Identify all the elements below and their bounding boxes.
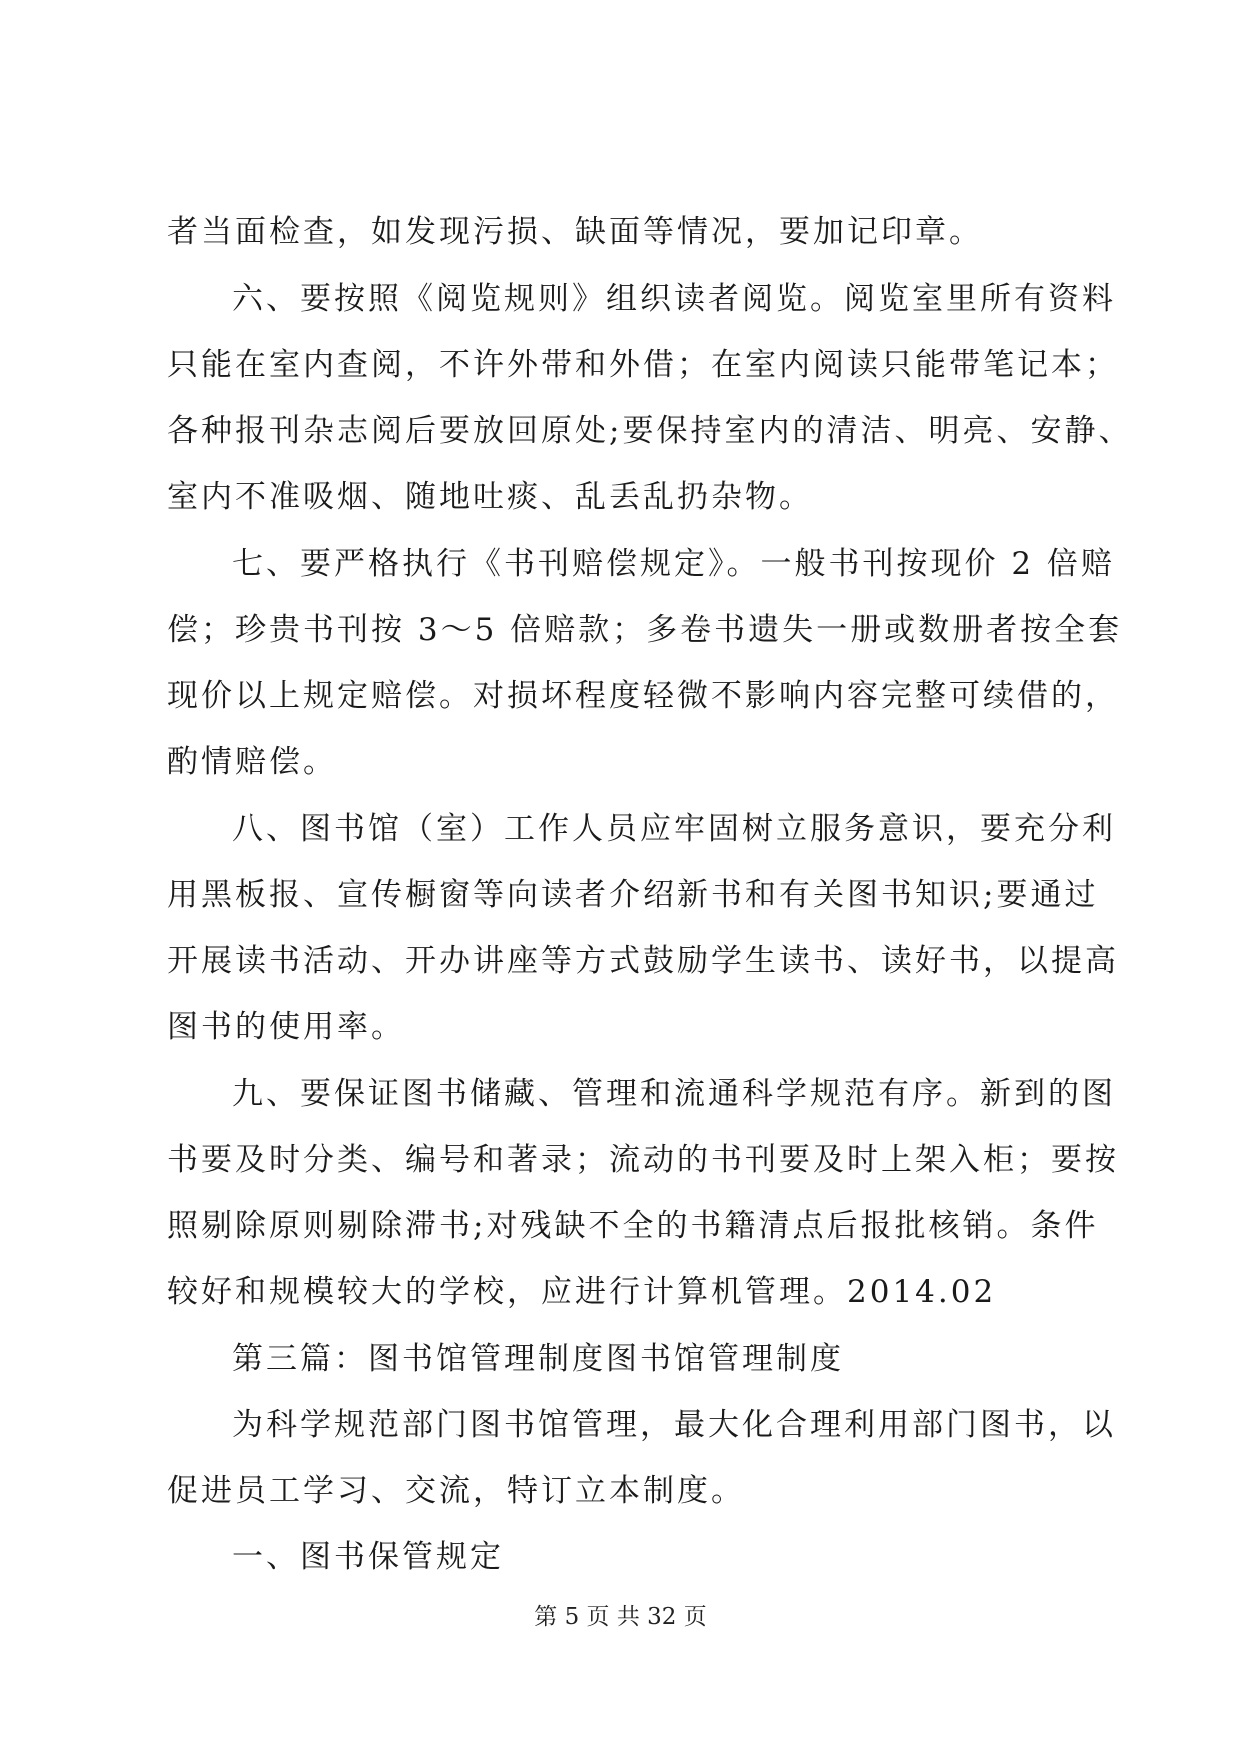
text-line: 促进员工学习、交流，特订立本制度。 [167, 1473, 745, 1509]
subsection-heading: 一、图书保管规定 [232, 1539, 504, 1575]
text-line: 较好和规模较大的学校，应进行计算机管理。2014.02 [167, 1274, 997, 1310]
text-line: 八、图书馆（室）工作人员应牢固树立服务意识，要充分利 [232, 811, 1116, 847]
text-line: 用黑板报、宣传橱窗等向读者介绍新书和有关图书知识;要通过 [167, 877, 1099, 913]
text-line: 为科学规范部门图书馆管理，最大化合理利用部门图书，以 [232, 1407, 1116, 1443]
text-line: 七、要严格执行《书刊赔偿规定》。一般书刊按现价 2 倍赔 [232, 546, 1115, 582]
section-heading: 第三篇：图书馆管理制度图书馆管理制度 [232, 1341, 844, 1377]
text-line: 酌情赔偿。 [167, 744, 337, 780]
text-line: 六、要按照《阅览规则》组织读者阅览。阅览室里所有资料 [232, 281, 1116, 317]
text-line: 九、要保证图书储藏、管理和流通科学规范有序。新到的图 [232, 1076, 1116, 1112]
text-line: 图书的使用率。 [167, 1009, 405, 1045]
text-line: 现价以上规定赔偿。对损坏程度轻微不影响内容完整可续借的， [167, 678, 1119, 714]
text-line: 各种报刊杂志阅后要放回原处;要保持室内的清洁、明亮、安静、 [167, 413, 1133, 449]
text-line: 者当面检查，如发现污损、缺面等情况，要加记印章。 [167, 214, 983, 250]
text-line: 偿；珍贵书刊按 3～5 倍赔款；多卷书遗失一册或数册者按全套 [167, 612, 1123, 648]
page-number-footer: 第 5 页 共 32 页 [534, 1604, 707, 1630]
text-line: 开展读书活动、开办讲座等方式鼓励学生读书、读好书，以提高 [167, 943, 1119, 979]
text-line: 室内不准吸烟、随地吐痰、乱丢乱扔杂物。 [167, 479, 813, 515]
text-line: 只能在室内查阅，不许外带和外借；在室内阅读只能带笔记本； [167, 347, 1119, 383]
text-line: 照剔除原则剔除滞书;对残缺不全的书籍清点后报批核销。条件 [167, 1208, 1099, 1244]
text-line: 书要及时分类、编号和著录；流动的书刊要及时上架入柜；要按 [167, 1142, 1119, 1178]
